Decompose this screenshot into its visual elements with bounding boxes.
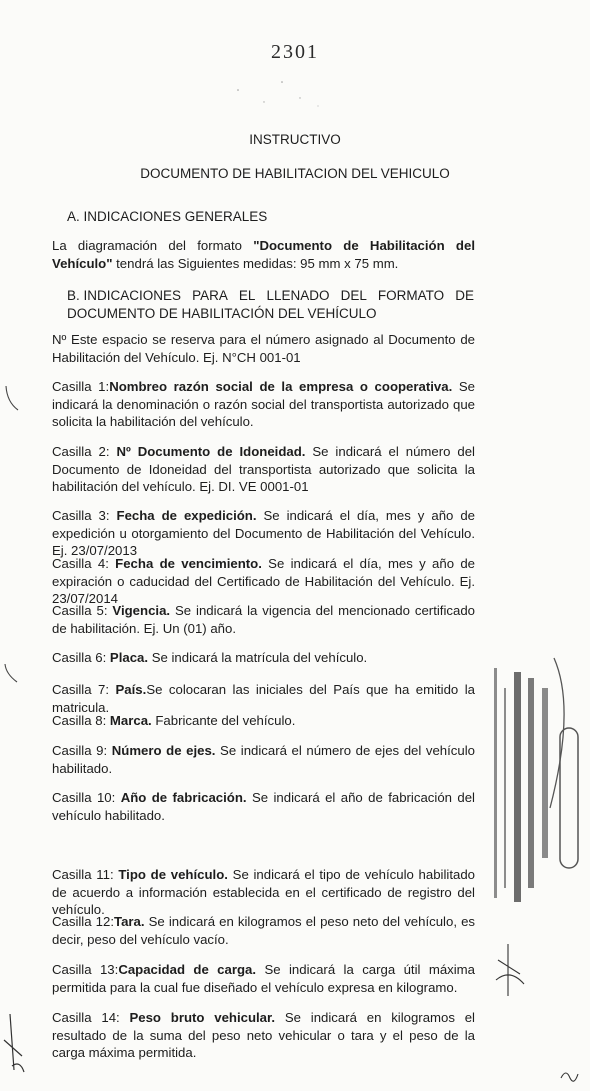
paragraph-text: Se indicará la vigencia del mencionado certificado de habilitación. Ej. Un (01) año.: [52, 603, 475, 636]
paragraph-text: Se colocaran las iniciales del País que ha emitido la matricula.: [52, 682, 475, 715]
scan-marks: [220, 70, 340, 120]
paragraph-text: Se indicará el número del Documento de Idoneidad del transportista autorizado que solicita la habilitación del vehículo. Ej. DI. VE 0001-01: [52, 444, 475, 494]
paragraph-field-name: Nº Documento de Idoneidad.: [116, 444, 306, 459]
paragraph-label: Casilla 3:: [52, 508, 117, 523]
notary-stamp: [480, 648, 585, 928]
section-b-heading: [67, 287, 474, 322]
paragraph-field-name: Placa.: [109, 650, 149, 665]
paragraph-text: Este espacio se reserva para el número asignado al Documento de Habilitación del Vehículo. Ej. N°CH 001-01: [52, 332, 475, 365]
paragraph-text: Se indicará el día, mes y año de expiración o caducidad del Certificado de Habilitación del Vehículo. Ej. 23/07/2014: [52, 556, 476, 606]
paragraph-casilla-3: [52, 507, 475, 560]
corner-mark: [558, 1066, 582, 1086]
intro-text-post: tendrá las Siguientes medidas: 95 mm x 75 mm.: [112, 255, 399, 271]
paragraph-field-name: Vigencia.: [112, 603, 171, 618]
paragraph-text: Fabricante del vehículo.: [151, 713, 296, 728]
paragraph-field-name: Fecha de expedición.: [116, 508, 257, 523]
paragraph-text: Se indicará en kilogramos el peso neto del vehículo, es decir, peso del vehículo vacío.: [52, 914, 475, 947]
paragraph-casilla-2: [52, 443, 475, 496]
initials-mark: [0, 1010, 30, 1080]
paragraph-casilla-6: [52, 649, 475, 667]
paragraph-field-name: Número de ejes.: [111, 743, 216, 758]
section-a-heading: A. INDICACIONES GENERALES: [67, 209, 268, 224]
paragraph-casilla-1: [52, 378, 475, 431]
paragraph-casilla-12: [52, 913, 475, 948]
paragraph-label: Casilla 14:: [52, 1010, 130, 1025]
paragraph-casilla-13: [52, 961, 475, 996]
paragraph-label: Casilla 2:: [52, 444, 117, 459]
paragraph-label: Casilla 10:: [52, 790, 121, 805]
paragraph-field-name: Tipo de vehículo.: [118, 867, 228, 882]
paragraph-label: Casilla 7:: [52, 682, 116, 697]
paragraph-label: Casilla 13:: [52, 962, 119, 977]
paragraph-text: Se indicará la carga útil máxima permitida para la cual fue diseñado el vehículo expresa en kilogramo.: [52, 962, 476, 995]
paragraph-text: Se indicará en kilogramos el resultado de la suma del peso neto vehicular o tara y el peso de la carga máxima permitida.: [52, 1010, 475, 1060]
paragraph-field-name: Capacidad de carga.: [118, 962, 257, 977]
paragraph-numero: [52, 331, 475, 366]
document-subtitle: DOCUMENTO DE HABILITACION DEL VEHICULO: [140, 166, 450, 181]
paragraph-casilla-9: [52, 742, 475, 777]
paragraph-label: Casilla 12:: [52, 914, 114, 929]
paragraph-casilla-4: [52, 555, 475, 608]
intro-text-pre: La diagramación del formato: [52, 238, 254, 253]
paragraph-text: Se indicará la matrícula del vehículo.: [148, 650, 368, 665]
paragraph-casilla-5: [52, 602, 475, 637]
intro-paragraph: [52, 237, 475, 272]
paragraph-text: Se indicará la denominación o razón social del transportista autorizado que solicita la habilitación del vehículo.: [52, 379, 475, 429]
margin-pen-mark: [0, 380, 24, 420]
paragraph-casilla-8: [52, 712, 475, 730]
paragraph-label: Casilla 9:: [52, 743, 112, 758]
page-number: 2301: [271, 41, 319, 63]
margin-pen-mark: [0, 660, 24, 690]
paragraph-text: Se indicará el número de ejes del vehículo habilitado.: [52, 743, 476, 776]
paragraph-casilla-10: [52, 789, 475, 824]
paragraph-field-name: País.: [115, 682, 147, 697]
section-b-word: B. INDICACIONES: [67, 288, 182, 303]
paragraph-field-name: Peso bruto vehicular.: [129, 1010, 276, 1025]
paragraph-casilla-7: [52, 681, 475, 716]
paragraph-label: Nº: [52, 332, 67, 347]
paragraph-field-name: Tara.: [114, 914, 145, 929]
section-b-word: DE: [455, 288, 474, 303]
paragraph-text: Se indicará el año de fabricación del vehículo habilitado.: [52, 790, 475, 823]
paragraph-field-name: Fecha de vencimiento.: [115, 556, 262, 571]
section-b-word: EL: [238, 288, 256, 303]
paragraph-casilla-11: [52, 866, 475, 919]
section-b-word: PARA: [192, 288, 228, 303]
paragraph-field-name: Marca.: [109, 713, 152, 728]
paragraph-casilla-14: [52, 1009, 475, 1062]
paragraph-field-name: Año de fabricación.: [120, 790, 247, 805]
section-b-line-2: DOCUMENTO DE HABILITACIÓN DEL VEHÍCULO: [67, 305, 377, 321]
paragraph-label: Casilla 1:: [52, 379, 110, 394]
paragraph-label: Casilla 11:: [52, 867, 119, 882]
paragraph-text: Se indicará el día, mes y año de expedición u otorgamiento del Documento de Habilitación del Vehículo. Ej. 23/07/2013: [52, 508, 476, 558]
signature-mark: [490, 940, 530, 1000]
paragraph-label: Casilla 4:: [52, 556, 116, 571]
paragraph-label: Casilla 5:: [52, 603, 113, 618]
paragraph-field-name: Nombreo razón social de la empresa o cooperativa.: [109, 379, 453, 394]
section-b-word: DEL: [340, 288, 367, 303]
paragraph-label: Casilla 6:: [52, 650, 110, 665]
section-b-line-1: [67, 287, 474, 305]
paragraph-text: Se indicará el tipo de vehículo habilitado de acuerdo a información establecida en el certificado de registro del vehículo.: [52, 867, 475, 917]
section-b-word: FORMATO: [377, 288, 445, 303]
section-b-word: LLENADO: [266, 288, 330, 303]
document-title: INSTRUCTIVO: [249, 132, 341, 147]
paragraph-label: Casilla 8:: [52, 713, 110, 728]
intro-text-bold: "Documento de Habilitación del Vehículo": [52, 238, 475, 271]
